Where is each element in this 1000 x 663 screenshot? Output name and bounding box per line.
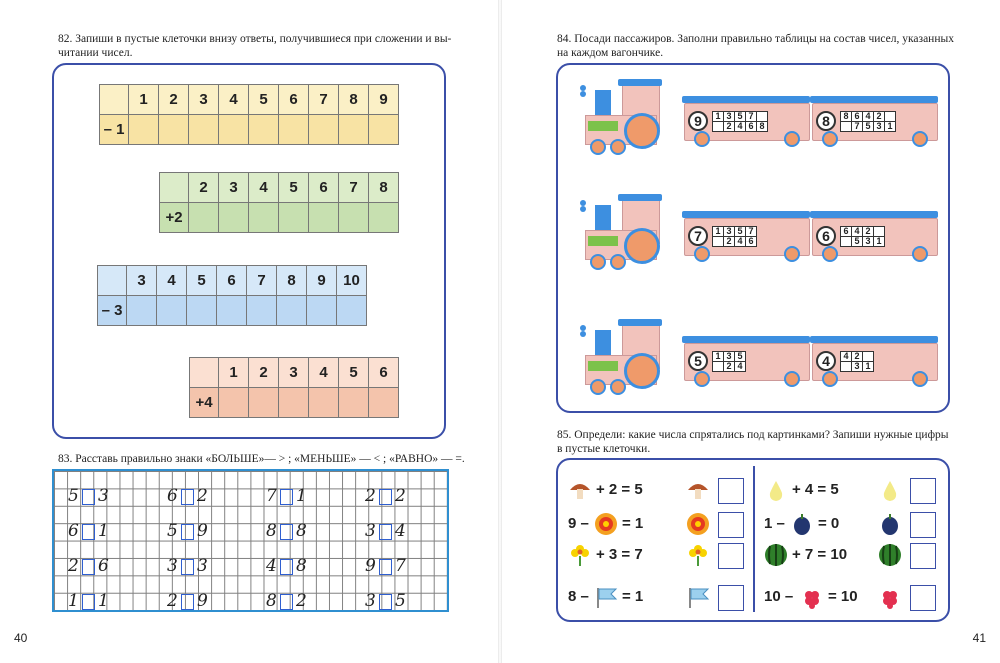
task82-instruction: 82. Запиши в пустые клеточки внизу ответы, получившиеся при сложении и вы- читании чисел.	[58, 33, 452, 59]
comparison-sign-box[interactable]	[280, 489, 293, 505]
number-table-answer-cell[interactable]	[279, 115, 309, 145]
flower-icon	[686, 543, 710, 567]
passenger-table-cell: 7	[852, 122, 863, 132]
comparison-sign-box[interactable]	[181, 594, 194, 610]
answer-box[interactable]	[718, 543, 744, 569]
locomotive-big-wheel	[624, 113, 660, 149]
wagon-number: 8	[816, 111, 836, 131]
passenger-table	[840, 226, 885, 247]
number-table-answer-cell[interactable]	[337, 296, 367, 326]
number-table-answer-row	[190, 388, 399, 418]
passenger-table-cell: 2	[852, 352, 863, 362]
comparison-pair	[359, 556, 489, 576]
number-table-answer-cell[interactable]	[129, 115, 159, 145]
sun-flower-icon	[594, 512, 618, 536]
passenger-table-cell: 1	[863, 362, 874, 372]
comparison-sign-box[interactable]	[379, 524, 392, 540]
number-table-number: 4	[157, 266, 187, 296]
passenger-table-cell[interactable]	[713, 122, 724, 132]
wheel	[590, 379, 606, 395]
number-table-answer-cell[interactable]	[189, 203, 219, 233]
locomotive-green-panel	[588, 236, 618, 246]
wheel	[610, 139, 626, 155]
equation-before: 9 –	[568, 515, 589, 532]
flag-icon	[594, 585, 618, 609]
locomotive-green-panel	[588, 121, 618, 131]
number-table-answer-cell[interactable]	[157, 296, 187, 326]
comparison-left-number: 7	[266, 486, 277, 506]
comparison-left-number: 5	[68, 486, 79, 506]
passenger-table-cell: 3	[724, 112, 735, 122]
passenger-table-row	[841, 122, 896, 132]
locomotive-roof	[618, 79, 662, 86]
number-table-answer-cell[interactable]	[277, 296, 307, 326]
number-table-operation: +2	[160, 203, 189, 233]
passenger-table-row	[841, 237, 885, 247]
wheel	[822, 371, 838, 387]
number-table-number: 4	[249, 173, 279, 203]
car-roof	[810, 96, 938, 103]
number-table-answer-cell[interactable]	[339, 115, 369, 145]
locomotive-big-wheel	[624, 353, 660, 389]
comparison-left-number: 4	[266, 556, 277, 576]
passenger-table-row	[713, 362, 746, 372]
equation-after: = 1	[622, 515, 644, 532]
number-table-number: 4	[309, 358, 339, 388]
plum-icon	[878, 512, 902, 536]
answer-box[interactable]	[718, 585, 744, 611]
passenger-table-cell: 4	[735, 237, 746, 247]
number-table-answer-cell[interactable]	[249, 203, 279, 233]
number-table-operation: – 3	[98, 296, 127, 326]
passenger-table-cell: 7	[746, 227, 757, 237]
page-number-left: 40	[14, 631, 28, 645]
mushroom-icon	[568, 478, 592, 502]
passenger-table	[840, 351, 874, 372]
number-table-operation: – 1	[100, 115, 129, 145]
page-number-right: 41	[972, 631, 986, 645]
locomotive-roof	[618, 319, 662, 326]
number-table-number: 8	[369, 173, 399, 203]
comparison-pair	[359, 591, 489, 611]
passenger-table-cell: 6	[852, 112, 863, 122]
number-table-corner	[98, 266, 127, 296]
number-table-answer-cell[interactable]	[219, 115, 249, 145]
comparison-left-number: 2	[68, 556, 79, 576]
number-table-number: 5	[279, 173, 309, 203]
passenger-table-row	[713, 352, 746, 362]
passenger-table-cell: 1	[713, 112, 724, 122]
watermelon-icon	[878, 543, 902, 567]
passenger-table-cell: 1	[874, 237, 885, 247]
train	[580, 200, 960, 270]
passenger-table	[840, 111, 896, 132]
comparison-right-number: 2	[395, 486, 406, 506]
right-page	[500, 0, 1000, 663]
passenger-table-cell[interactable]	[713, 362, 724, 372]
passenger-table-cell: 6	[746, 237, 757, 247]
passenger-table	[712, 351, 746, 372]
answer-box[interactable]	[910, 512, 936, 538]
number-table-number: 4	[219, 85, 249, 115]
number-table-top-row	[190, 358, 399, 388]
task85-divider	[753, 466, 755, 612]
comparison-left-number: 3	[365, 591, 376, 611]
number-table-answer-cell[interactable]	[369, 115, 399, 145]
passenger-table-cell: 6	[841, 227, 852, 237]
comparison-right-number: 5	[395, 591, 406, 611]
passenger-table-cell: 2	[874, 112, 885, 122]
comparison-left-number: 6	[68, 521, 79, 541]
locomotive-green-panel	[588, 361, 618, 371]
comparison-sign-box[interactable]	[181, 489, 194, 505]
passenger-table-cell: 3	[874, 122, 885, 132]
comparison-right-number: 8	[296, 556, 307, 576]
comparison-sign-box[interactable]	[280, 559, 293, 575]
passenger-table-cell[interactable]	[841, 362, 852, 372]
comparison-left-number: 3	[167, 556, 178, 576]
locomotive-chimney	[595, 330, 611, 358]
number-table-number: 1	[219, 358, 249, 388]
number-table-number: 5	[187, 266, 217, 296]
comparison-right-number: 1	[296, 486, 307, 506]
passenger-table-row	[713, 227, 757, 237]
number-table-number: 6	[217, 266, 247, 296]
passenger-table-row	[713, 112, 768, 122]
number-table-answer-cell[interactable]	[279, 203, 309, 233]
answer-box[interactable]	[910, 543, 936, 569]
equation-after: + 7 = 10	[792, 546, 848, 563]
number-table-2	[97, 265, 367, 326]
passenger-table-cell: 8	[841, 112, 852, 122]
number-table-number: 3	[127, 266, 157, 296]
comparison-right-number: 9	[197, 591, 208, 611]
number-table-number: 2	[249, 358, 279, 388]
number-table-answer-cell[interactable]	[309, 115, 339, 145]
number-table-3	[189, 357, 399, 418]
wagon-number: 6	[816, 226, 836, 246]
wheel	[912, 131, 928, 147]
comparison-right-number: 3	[197, 556, 208, 576]
comparison-right-number: 1	[98, 521, 109, 541]
passenger-table-cell: 2	[724, 122, 735, 132]
flower-icon	[568, 543, 592, 567]
passenger-table-cell: 3	[724, 227, 735, 237]
comparison-right-number: 2	[296, 591, 307, 611]
number-table-answer-cell[interactable]	[247, 296, 277, 326]
number-table-answer-cell[interactable]	[159, 115, 189, 145]
number-table-answer-cell[interactable]	[339, 203, 369, 233]
wheel	[610, 254, 626, 270]
number-table-0	[99, 84, 399, 145]
passenger-table-cell: 7	[746, 112, 757, 122]
comparison-sign-box[interactable]	[379, 489, 392, 505]
number-table-number: 5	[249, 85, 279, 115]
comparison-left-number: 1	[68, 591, 79, 611]
plum-icon	[790, 512, 814, 536]
task83-instruction: 83. Расставь правильно знаки «БОЛЬШЕ»— > ; «МЕНЬШЕ» — < ; «РАВНО» — =.	[58, 453, 465, 465]
number-table-number: 10	[337, 266, 367, 296]
train	[580, 325, 960, 395]
comparison-sign-box[interactable]	[82, 524, 95, 540]
comparison-left-number: 9	[365, 556, 376, 576]
wheel	[590, 254, 606, 270]
number-table-answer-cell[interactable]	[189, 115, 219, 145]
comparison-right-number: 2	[197, 486, 208, 506]
comparison-right-number: 7	[395, 556, 406, 576]
comparison-sign-box[interactable]	[82, 489, 95, 505]
passenger-table	[712, 226, 757, 247]
wheel	[784, 371, 800, 387]
passenger-table-cell: 5	[863, 122, 874, 132]
passenger-table-cell: 5	[735, 352, 746, 362]
comparison-right-number: 1	[98, 591, 109, 611]
passenger-table-cell: 3	[863, 237, 874, 247]
passenger-table-row	[841, 112, 896, 122]
passenger-table-cell: 2	[724, 362, 735, 372]
flag-icon	[686, 585, 710, 609]
passenger-table-cell: 5	[852, 237, 863, 247]
comparison-left-number: 2	[167, 591, 178, 611]
number-table-top-row	[160, 173, 399, 203]
comparison-right-number: 8	[296, 521, 307, 541]
number-table-number: 5	[339, 358, 369, 388]
number-table-answer-cell[interactable]	[307, 296, 337, 326]
wagon-number: 5	[688, 351, 708, 371]
number-table-answer-row	[100, 115, 399, 145]
comparison-sign-box[interactable]	[379, 559, 392, 575]
car-roof	[682, 336, 810, 343]
passenger-table-cell: 5	[735, 112, 746, 122]
car-roof	[682, 211, 810, 218]
number-table-number: 7	[247, 266, 277, 296]
wheel	[610, 379, 626, 395]
locomotive-chimney	[595, 205, 611, 233]
wheel	[590, 139, 606, 155]
number-table-number: 3	[219, 173, 249, 203]
number-table-answer-cell[interactable]	[219, 203, 249, 233]
comparison-left-number: 8	[266, 591, 277, 611]
equation-after: + 4 = 5	[792, 481, 839, 498]
number-table-answer-cell[interactable]	[369, 203, 399, 233]
number-table-number: 8	[339, 85, 369, 115]
passenger-table-cell[interactable]	[841, 122, 852, 132]
comparison-left-number: 6	[167, 486, 178, 506]
locomotive-roof	[618, 194, 662, 201]
comparison-sign-box[interactable]	[280, 594, 293, 610]
passenger-table-row	[713, 237, 757, 247]
passenger-table-cell: 1	[713, 227, 724, 237]
passenger-table-cell: 3	[852, 362, 863, 372]
passenger-table-cell[interactable]	[713, 237, 724, 247]
comparison-pair	[359, 521, 489, 541]
passenger-table-cell: 4	[735, 362, 746, 372]
number-table-corner	[100, 85, 129, 115]
passenger-table-row	[841, 227, 885, 237]
pear-icon	[764, 478, 788, 502]
passenger-table-cell: 3	[724, 352, 735, 362]
passenger-table-cell[interactable]	[885, 112, 896, 122]
comparison-sign-box[interactable]	[181, 524, 194, 540]
task84-instruction: 84. Посади пассажиров. Заполни правильно таблицы на состав чисел, указанных на каждом вагончике.	[557, 33, 954, 59]
locomotive-big-wheel	[624, 228, 660, 264]
equation-after: = 0	[818, 515, 840, 532]
wheel	[694, 246, 710, 262]
pear-icon	[878, 478, 902, 502]
wagon-number: 9	[688, 111, 708, 131]
mushroom-icon	[686, 478, 710, 502]
answer-box[interactable]	[910, 585, 936, 611]
comparison-sign-box[interactable]	[181, 559, 194, 575]
comparison-pair	[359, 486, 489, 506]
task85-instruction: 85. Определи: какие числа спрятались под картинками? Запиши нужные цифры в пустые клеточки.	[557, 429, 949, 455]
passenger-table-cell: 5	[735, 227, 746, 237]
number-table-top-row	[100, 85, 399, 115]
passenger-table-cell: 4	[841, 352, 852, 362]
number-table-answer-cell[interactable]	[309, 388, 339, 418]
passenger-table-row	[841, 362, 874, 372]
answer-box[interactable]	[718, 478, 744, 504]
answer-box[interactable]	[718, 512, 744, 538]
car-roof	[682, 96, 810, 103]
wheel	[694, 371, 710, 387]
number-table-number: 6	[279, 85, 309, 115]
coupling-dot	[580, 331, 586, 337]
watermelon-icon	[764, 543, 788, 567]
passenger-table-cell[interactable]	[863, 352, 874, 362]
comparison-right-number: 6	[98, 556, 109, 576]
passenger-table-cell: 1	[885, 122, 896, 132]
comparison-right-number: 3	[98, 486, 109, 506]
number-table-answer-row	[160, 203, 399, 233]
equation-before: 8 –	[568, 588, 589, 605]
number-table-answer-cell[interactable]	[217, 296, 247, 326]
wheel	[694, 131, 710, 147]
number-table-number: 1	[129, 85, 159, 115]
number-table-number: 2	[159, 85, 189, 115]
passenger-table-cell: 1	[713, 352, 724, 362]
number-table-number: 3	[279, 358, 309, 388]
number-table-answer-cell[interactable]	[249, 388, 279, 418]
equation-before: 1 –	[764, 515, 785, 532]
number-table-number: 6	[369, 358, 399, 388]
number-table-corner	[160, 173, 189, 203]
wheel	[912, 371, 928, 387]
number-table-number: 3	[189, 85, 219, 115]
number-table-answer-cell[interactable]	[127, 296, 157, 326]
equation-after: + 2 = 5	[596, 481, 643, 498]
passenger-table-cell[interactable]	[874, 227, 885, 237]
equation-after: = 1	[622, 588, 644, 605]
sun-flower-icon	[686, 512, 710, 536]
train	[580, 85, 960, 155]
raspberry-icon	[800, 585, 824, 609]
number-table-number: 8	[277, 266, 307, 296]
passenger-table-cell: 6	[746, 122, 757, 132]
equation-after: = 10	[828, 588, 858, 605]
comparison-left-number: 3	[365, 521, 376, 541]
passenger-table-row	[713, 122, 768, 132]
car-roof	[810, 336, 938, 343]
wheel	[912, 246, 928, 262]
wheel	[784, 246, 800, 262]
number-table-number: 9	[307, 266, 337, 296]
locomotive-chimney	[595, 90, 611, 118]
passenger-table	[712, 111, 768, 132]
raspberry-icon	[878, 585, 902, 609]
passenger-table-cell[interactable]	[757, 112, 768, 122]
number-table-answer-row	[98, 296, 367, 326]
wagon-number: 4	[816, 351, 836, 371]
comparison-right-number: 9	[197, 521, 208, 541]
comparison-sign-box[interactable]	[82, 559, 95, 575]
equation-after: + 3 = 7	[596, 546, 643, 563]
passenger-table-cell: 4	[735, 122, 746, 132]
number-table-answer-cell[interactable]	[369, 388, 399, 418]
comparison-sign-box[interactable]	[379, 594, 392, 610]
number-table-answer-cell[interactable]	[339, 388, 369, 418]
number-table-number: 2	[189, 173, 219, 203]
number-table-answer-cell[interactable]	[249, 115, 279, 145]
answer-box[interactable]	[910, 478, 936, 504]
passenger-table-cell[interactable]	[841, 237, 852, 247]
comparison-sign-box[interactable]	[280, 524, 293, 540]
wheel	[822, 246, 838, 262]
number-table-number: 7	[309, 85, 339, 115]
comparison-sign-box[interactable]	[82, 594, 95, 610]
number-table-answer-cell[interactable]	[279, 388, 309, 418]
number-table-number: 7	[339, 173, 369, 203]
car-roof	[810, 211, 938, 218]
passenger-table-cell: 4	[852, 227, 863, 237]
comparison-left-number: 2	[365, 486, 376, 506]
number-table-answer-cell[interactable]	[309, 203, 339, 233]
comparison-left-number: 8	[266, 521, 277, 541]
passenger-table-cell: 2	[863, 227, 874, 237]
number-table-top-row	[98, 266, 367, 296]
wheel	[784, 131, 800, 147]
passenger-table-cell: 8	[757, 122, 768, 132]
number-table-operation: +4	[190, 388, 219, 418]
wagon-number: 7	[688, 226, 708, 246]
passenger-table-cell: 2	[724, 237, 735, 247]
number-table-answer-cell[interactable]	[219, 388, 249, 418]
comparison-left-number: 5	[167, 521, 178, 541]
passenger-table-cell: 4	[863, 112, 874, 122]
wheel	[822, 131, 838, 147]
number-table-number: 9	[369, 85, 399, 115]
coupling-dot	[580, 91, 586, 97]
comparison-right-number: 4	[395, 521, 406, 541]
equation-before: 10 –	[764, 588, 794, 605]
coupling-dot	[580, 206, 586, 212]
number-table-1	[159, 172, 399, 233]
number-table-answer-cell[interactable]	[187, 296, 217, 326]
number-table-corner	[190, 358, 219, 388]
passenger-table-row	[841, 352, 874, 362]
number-table-number: 6	[309, 173, 339, 203]
